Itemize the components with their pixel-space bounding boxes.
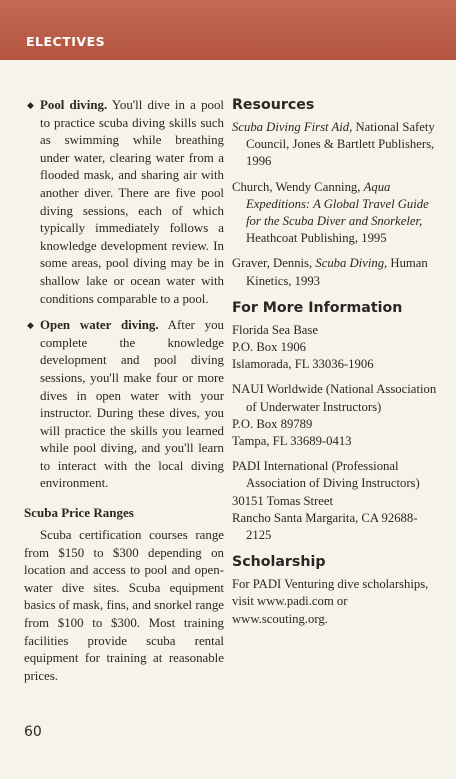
address-line: 30151 Tomas Street <box>232 493 334 508</box>
price-ranges-heading: Scuba Price Ranges <box>24 505 134 521</box>
more-info-section <box>232 300 442 544</box>
bullet-open-water-diving <box>24 317 224 493</box>
right-column <box>232 97 442 628</box>
bullet-lead: Open water diving. <box>40 318 159 333</box>
bullet-lead: Pool diving. <box>40 98 108 112</box>
section-label: ELECTIVES <box>26 34 106 49</box>
resource-item: Scuba Diving First Aid, National Safety Council, Jones & Bartlett Publishers, 1996 <box>232 120 435 169</box>
scholarship-text: For PADI Venturing dive scholarships, visit www.padi.com or www.scouting.org. <box>232 577 429 626</box>
resource-item: Church, Wendy Canning, Aqua Expeditions: A Global Travel Guide for the Scuba Diver and Snorkeler, Heathcoat Publishing, 1995 <box>232 179 429 246</box>
bullet-diamond-icon: ◆ <box>27 100 34 110</box>
address-line: Florida Sea Base <box>232 322 318 337</box>
bullet-pool-diving <box>24 97 224 308</box>
address-line: P.O. Box 89789 <box>232 416 313 431</box>
address-line: Islamorada, FL 33036-1906 <box>232 357 374 372</box>
address-line: Rancho Santa Margarita, CA 92688-2125 <box>232 510 418 543</box>
resource-item: Graver, Dennis, Scuba Diving, Human Kinetics, 1993 <box>232 256 428 288</box>
bullet-text: You'll dive in a pool to practice scuba diving skills such as swimming while breathing under water, clearing water from a flooded mask, and sharing air with another diver. There are five pool diving sessions, each of which typically immediately follows a knowledge development review. In some areas, pool diving may be in shallow lake or ocean water with conditions comparable to a pool. <box>40 98 224 306</box>
more-info-heading: For More Information <box>232 299 403 316</box>
address-line: Tampa, FL 33689-0413 <box>232 434 352 449</box>
resources-heading: Resources <box>232 97 315 113</box>
bullet-text: After you complete the knowledge development and pool diving sessions, you'll make four or more dives in open water with your instructor. During these dives, you will practice the skills you learned while pool diving, and you'll learn to interact with the local diving environment. <box>40 318 224 491</box>
org-name-naui: NAUI Worldwide (National Association of Underwater Instructors) <box>232 382 437 414</box>
page-number: 60 <box>24 724 42 740</box>
left-column <box>24 97 224 685</box>
org-name-padi: PADI International (Professional Association of Diving Instructors) <box>232 459 420 491</box>
section-header-bar <box>0 0 456 60</box>
bullet-diamond-icon: ◆ <box>27 320 34 331</box>
scholarship-heading: Scholarship <box>232 554 326 571</box>
address-line: P.O. Box 1906 <box>232 340 307 355</box>
price-ranges-text: Scuba certification courses range from $150 to $300 depending on location and access to pool and open-water dive sites. Scuba equipment basics of mask, fins, and snorkel range from $100 to $300. Most training facilities provide scuba rental equipment for training at reasonable prices. <box>24 528 224 683</box>
scholarship-section <box>232 554 442 628</box>
